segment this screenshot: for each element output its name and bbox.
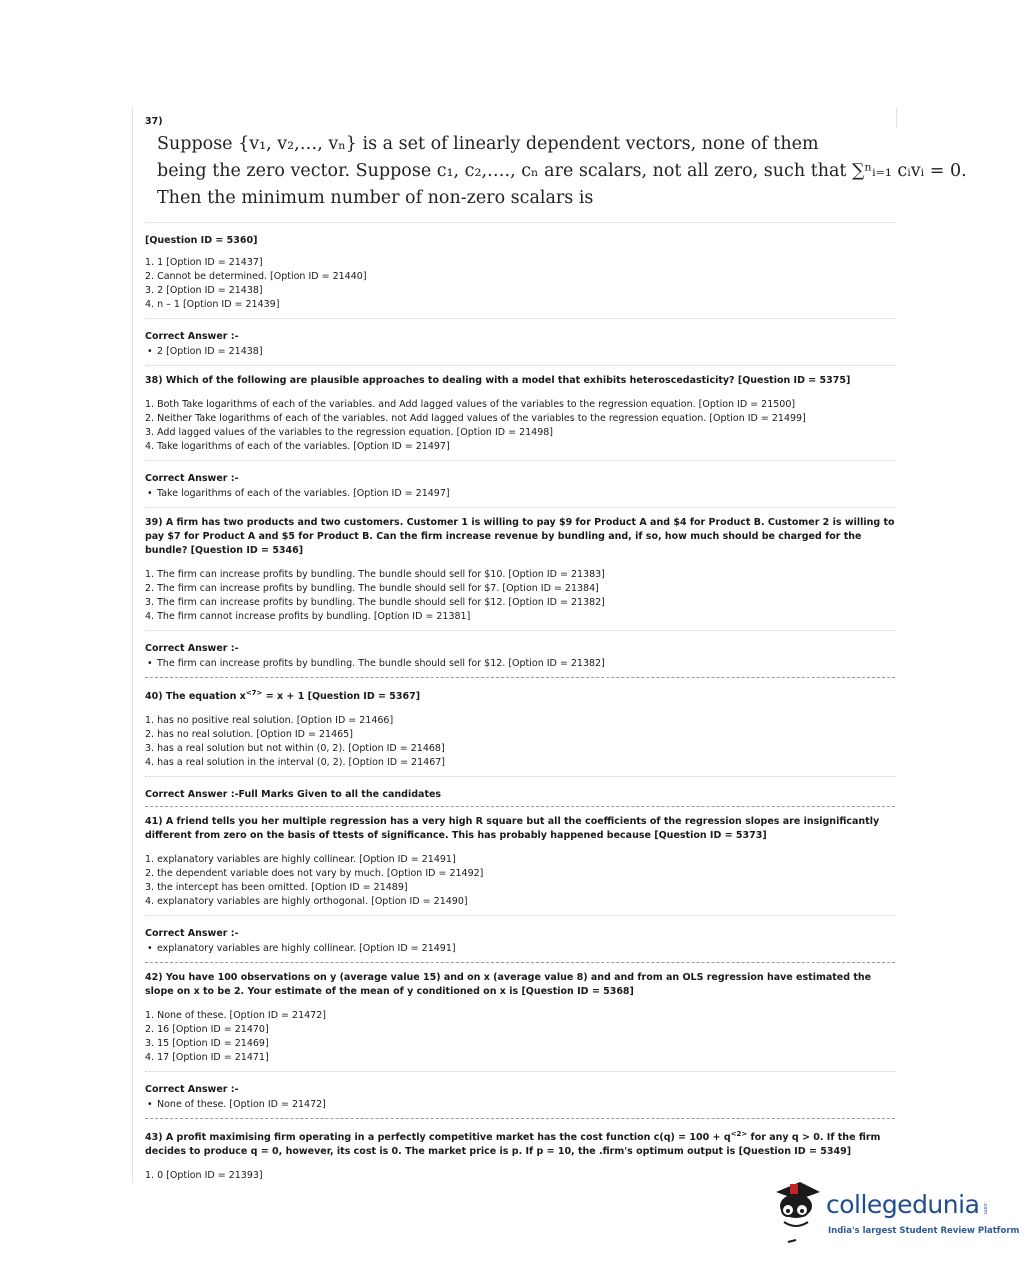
divider — [145, 915, 895, 916]
option: 2. Cannot be determined. [Option ID = 21440] — [145, 271, 367, 282]
option-list — [145, 256, 895, 312]
option: 3. Add lagged values of the variables to the regression equation. [Option ID = 21498] — [145, 427, 554, 438]
divider — [145, 776, 895, 777]
option: 2. Neither Take logarithms of each of the variables. not Add lagged values of the variables to the regression equation. [Option ID = 21499] — [145, 413, 806, 424]
option: 4. has a real solution in the interval (0, 2). [Option ID = 21467] — [145, 757, 445, 769]
option: 1. explanatory variables are highly collinear. [Option ID = 21491] — [145, 854, 456, 866]
question-42 — [133, 971, 895, 1119]
divider — [145, 365, 895, 366]
option: 3. the intercept has been omitted. [Option ID = 21489] — [145, 882, 408, 894]
document-page — [132, 108, 967, 1183]
correct-answer-label: Correct Answer :- — [145, 1084, 239, 1096]
correct-answer — [145, 1098, 895, 1112]
correct-answer-text: 2 [Option ID = 21438] — [157, 346, 263, 357]
option: 4. 17 [Option ID = 21471] — [145, 1052, 269, 1064]
question-title: 41) A friend tells you her multiple regression has a very high R square but all the coefficients of the regression slopes are insignificantly different from zero on the basis of ttests of significance. This has probably happened because [Question ID = 5373] — [145, 816, 880, 842]
logo-wordmark: collegedunia — [826, 1190, 980, 1219]
question-title-start: 40) The equation x — [145, 691, 246, 703]
logo-dotcom: .com — [982, 1202, 988, 1215]
question-title: 42) You have 100 observations on y (average value 15) and on x (average value 8) and and from an OLS regression have estimated the slope on x to be 2. Your estimate of the mean of y conditioned on x is [Question ID = 5368] — [145, 972, 872, 998]
option: 1. 0 [Option ID = 21393] — [145, 1170, 263, 1182]
option-list — [145, 1009, 895, 1065]
question-separator — [145, 962, 895, 963]
divider — [145, 318, 895, 319]
correct-answer-label: Correct Answer :- — [145, 473, 239, 484]
question-number: 37) — [145, 116, 163, 127]
option: 3. has a real solution but not within (0, 2). [Option ID = 21468] — [145, 743, 445, 755]
option: 1. The firm can increase profits by bundling. The bundle should sell for $10. [Option ID = 21383] — [145, 569, 605, 580]
divider — [145, 507, 895, 508]
option: 2. The firm can increase profits by bundling. The bundle should sell for $7. [Option ID = 21384] — [145, 583, 599, 594]
correct-answer-text: The firm can increase profits by bundling. The bundle should sell for $12. [Option ID = 21382] — [157, 658, 605, 669]
question-title — [145, 686, 895, 704]
collegedunia-logo[interactable] — [768, 1176, 1020, 1248]
exponent: <2> — [730, 1130, 748, 1139]
correct-answer-text: Take logarithms of each of the variables. [Option ID = 21497] — [157, 488, 450, 499]
divider — [145, 222, 895, 223]
question-title-end: = x + 1 [Question ID = 5367] — [262, 691, 421, 703]
logo-tagline: India's largest Student Review Platform — [828, 1226, 1020, 1236]
divider — [145, 630, 895, 631]
question-line-1: Suppose {v₁, v₂,…, vₙ} is a set of linearly dependent vectors, none of them — [157, 134, 819, 154]
question-separator — [145, 1118, 895, 1119]
question-text — [157, 131, 967, 212]
option: 4. Take logarithms of each of the variables. [Option ID = 21497] — [145, 441, 450, 452]
question-id: [Question ID = 5360] — [145, 235, 258, 246]
question-39 — [133, 516, 895, 678]
option-list — [145, 853, 895, 909]
option: 4. n – 1 [Option ID = 21439] — [145, 299, 280, 310]
correct-answer — [145, 345, 895, 359]
correct-answer-label: Correct Answer :- — [145, 643, 239, 654]
correct-answer — [145, 942, 895, 956]
bullet-icon: • — [147, 658, 153, 669]
exponent: <7> — [245, 689, 263, 697]
correct-answer — [145, 657, 895, 671]
bullet-icon: • — [147, 488, 153, 499]
mascot-icon — [768, 1176, 828, 1248]
question-separator — [145, 806, 895, 807]
question-line-2: being the zero vector. Suppose c₁, c₂,…., cₙ are scalars, not all zero, such that ∑ⁿᵢ₌₁ cᵢvᵢ = 0. — [157, 161, 967, 181]
question-title: 39) A firm has two products and two customers. Customer 1 is willing to pay $9 for Product A and $4 for Product B. Customer 2 is willing to pay $7 for Product A and $5 for Product B. Can the firm increase revenue by bundling and, if so, how much should be charged for the bundle? [Question ID = 5346] — [145, 517, 895, 556]
question-separator — [145, 677, 895, 678]
bullet-icon: • — [147, 943, 153, 955]
question-41 — [133, 815, 895, 963]
divider — [145, 1071, 895, 1072]
question-title: 38) Which of the following are plausible approaches to dealing with a model that exhibits heteroscedasticity? [Question ID = 5375] — [145, 375, 851, 386]
correct-answer-label: Correct Answer :-Full Marks Given to all the candidates — [145, 789, 442, 801]
option: 3. 15 [Option ID = 21469] — [145, 1038, 269, 1050]
question-43 — [133, 1127, 895, 1183]
option: 2. 16 [Option ID = 21470] — [145, 1024, 269, 1036]
option: 2. the dependent variable does not vary by much. [Option ID = 21492] — [145, 868, 484, 880]
option: 3. 2 [Option ID = 21438] — [145, 285, 263, 296]
option-list — [145, 398, 895, 454]
correct-answer-text: None of these. [Option ID = 21472] — [157, 1099, 326, 1111]
question-37 — [133, 116, 967, 366]
option: 1. has no positive real solution. [Option ID = 21466] — [145, 715, 394, 727]
option: 4. explanatory variables are highly orthogonal. [Option ID = 21490] — [145, 896, 468, 908]
option-list — [145, 568, 895, 624]
correct-answer-text: explanatory variables are highly collinear. [Option ID = 21491] — [157, 943, 456, 955]
option: 1. None of these. [Option ID = 21472] — [145, 1010, 326, 1022]
option: 1. Both Take logarithms of each of the variables. and Add lagged values of the variables to the regression equation. [Option ID = 21500] — [145, 399, 796, 410]
divider — [145, 460, 895, 461]
bullet-icon: • — [147, 346, 153, 357]
question-line-3: Then the minimum number of non-zero scalars is — [157, 188, 594, 208]
option: 1. 1 [Option ID = 21437] — [145, 257, 263, 268]
option-list — [145, 714, 895, 770]
option: 3. The firm can increase profits by bundling. The bundle should sell for $12. [Option ID = 21382] — [145, 597, 605, 608]
question-title-start: 43) A profit maximising firm operating in a perfectly competitive market has the cost function c(q) = 100 + q — [145, 1132, 731, 1144]
question-38 — [133, 374, 895, 508]
question-title-end: for any q > 0. If the firm decides to produce q = 0, however, its cost is 0. The market price is p. If p = 10, the .firm's optimum output is [Question ID = 5349] — [145, 1132, 881, 1158]
correct-answer-label: Correct Answer :- — [145, 331, 239, 342]
correct-answer — [145, 487, 895, 501]
option: 2. has no real solution. [Option ID = 21465] — [145, 729, 353, 741]
question-title — [145, 1127, 895, 1159]
option: 4. The firm cannot increase profits by bundling. [Option ID = 21381] — [145, 611, 471, 622]
correct-answer-label: Correct Answer :- — [145, 928, 239, 940]
question-40 — [133, 686, 895, 807]
bullet-icon: • — [147, 1099, 153, 1111]
